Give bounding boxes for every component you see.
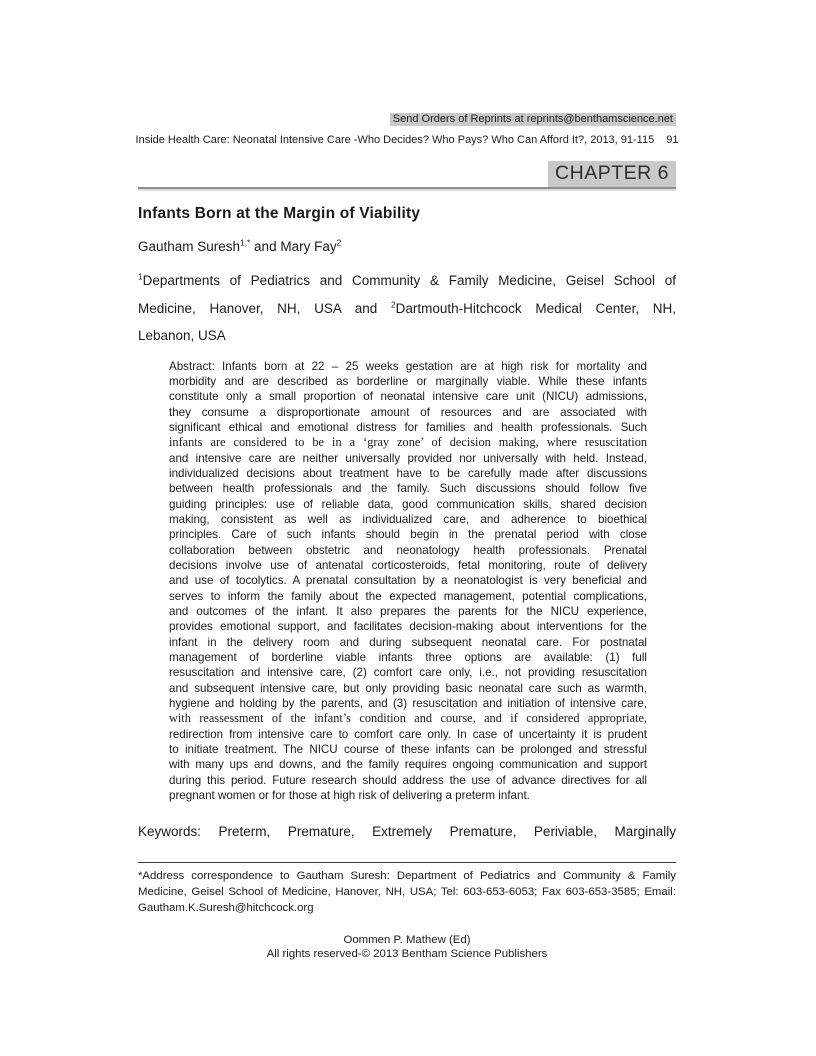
abstract-line: and subsequent intensive care, but only providing basic neonatal care such as warmth,: [169, 681, 647, 695]
abstract-line: making, consistent as well as individualized care, and adherence to bioethical: [169, 512, 647, 526]
publisher-footer: [138, 933, 676, 962]
abstract-line: pregnant women or for those at high risk of delivering a preterm infant.: [169, 789, 530, 803]
abstract-line: between health professionals and the family. Such discussions should follow five: [169, 482, 647, 496]
correspondence-footnote: [138, 869, 676, 916]
copyright-line: All rights reserved-© 2013 Bentham Science Publishers: [266, 948, 548, 961]
abstract-line: they consume a disproportionate amount of resources and are associated with: [169, 405, 647, 419]
abstract-line: and intensive care are neither universally provided nor universally with held. Instead,: [169, 451, 647, 465]
abstract-line: decisions involve use of antenatal corticosteroids, fetal monitoring, route of delivery: [169, 558, 647, 572]
abstract-line: guiding principles: use of reliable data, good communication skills, shared decision: [169, 497, 647, 511]
footnote-line: *Address correspondence to Gautham Suresh: Department of Pediatrics and Community & Family: [138, 870, 676, 883]
abstract-line: and outcomes of the infant. It also prepares the parents for the NICU experience,: [169, 605, 647, 618]
affiliation-block: [138, 267, 676, 350]
abstract-line: management of borderline viable infants three options are available: (1) full: [169, 651, 647, 665]
abstract-line: principles. Care of such infants should begin in the prenatal period with close: [169, 528, 647, 542]
editor-line: Oommen P. Mathew (Ed): [343, 933, 471, 946]
abstract-line: constitute only a small proportion of neonatal intensive care unit (NICU) admissions,: [169, 390, 647, 404]
abstract-line: resuscitation and intensive care, (2) comfort care only, i.e., not providing resuscitation: [169, 666, 647, 680]
abstract-line: individualized decisions about treatment have to be carefully made after discussions: [169, 466, 647, 480]
abstract-line: collaboration between obstetric and neonatology health professionals. Prenatal: [169, 543, 647, 557]
reprint-notice: Send Orders of Reprints at reprints@benthamscience.net: [390, 113, 676, 126]
abstract-line: to initiate treatment. The NICU course of these infants can be prolonged and stressful: [169, 743, 647, 757]
abstract-line: significant ethical and emotional distress for families and health professionals. Such: [169, 420, 647, 434]
header-rule: [138, 187, 676, 191]
page-content: [135, 112, 679, 962]
affiliation-line: $^1$Departments of Pediatrics and Community & Family Medicine, Geisel School of: [138, 271, 676, 288]
affiliation-line: Medicine, Hanover, NH, USA and $^2$Dartmouth-Hitchcock Medical Center, NH,: [138, 299, 676, 316]
footnote-rule: [138, 862, 676, 863]
abstract-line: redirection from intensive care to comfort care only. In case of uncertainty it is prudent: [169, 727, 647, 741]
abstract-line: serves to inform the family about the expected management, potential complications,: [169, 589, 647, 603]
affiliation-line: Lebanon, USA: [138, 328, 226, 343]
footnote-line: Gautham.K.Suresh@hitchcock.org: [138, 902, 314, 915]
chapter-label: CHAPTER 6: [548, 161, 676, 187]
abstract-line: Abstract: Infants born at 22 – 25 weeks gestation are at high risk for mortality and: [169, 359, 647, 373]
abstract-line: infant in the delivery room and during subsequent neonatal care. For postnatal: [169, 635, 647, 649]
abstract-line: during this period. Future research should address the use of advance directives for all: [169, 773, 647, 787]
chapter-title: Infants Born at the Margin of Viability: [138, 205, 421, 222]
reprint-notice-line: [138, 112, 676, 127]
footnote-line: Medicine, Geisel School of Medicine, Hanover, NH, USA; Tel: 603-653-6053; Fax 603-653-3585; Email:: [138, 886, 676, 899]
abstract-block: [169, 359, 647, 804]
abstract-line: with many ups and downs, and the family requires ongoing communication and support: [169, 758, 647, 772]
page-number: 91: [666, 134, 679, 146]
abstract-line: with reassessment of the infant’s condition and course, and if considered appropriate,: [169, 711, 647, 726]
running-title: Inside Health Care: Neonatal Intensive Care -Who Decides? Who Pays? Who Can Afford It?, 2013, 91-115: [135, 134, 655, 146]
abstract-line: infants are considered to be in a ‘gray zone’ of decision making, where resuscitation: [169, 435, 647, 450]
abstract-line: morbidity and are described as borderline or marginally viable. While these infants: [169, 374, 647, 388]
keywords-line: Keywords: Preterm, Premature, Extremely Premature, Periviable, Marginally: [138, 824, 676, 840]
running-header: [135, 133, 679, 147]
authors-line: Gautham Suresh$^{1,*}$ and Mary Fay$^2$: [138, 237, 342, 254]
abstract-line: provides emotional support, and facilitates decision-making about interventions for the: [169, 620, 647, 634]
abstract-line: hygiene and holding by the parents, and (3) resuscitation and initiation of intensive care,: [169, 697, 647, 711]
abstract-line: and use of tocolytics. A prenatal consultation by a neonatologist is very beneficial and: [169, 574, 647, 588]
chapter-banner-row: [138, 161, 676, 187]
